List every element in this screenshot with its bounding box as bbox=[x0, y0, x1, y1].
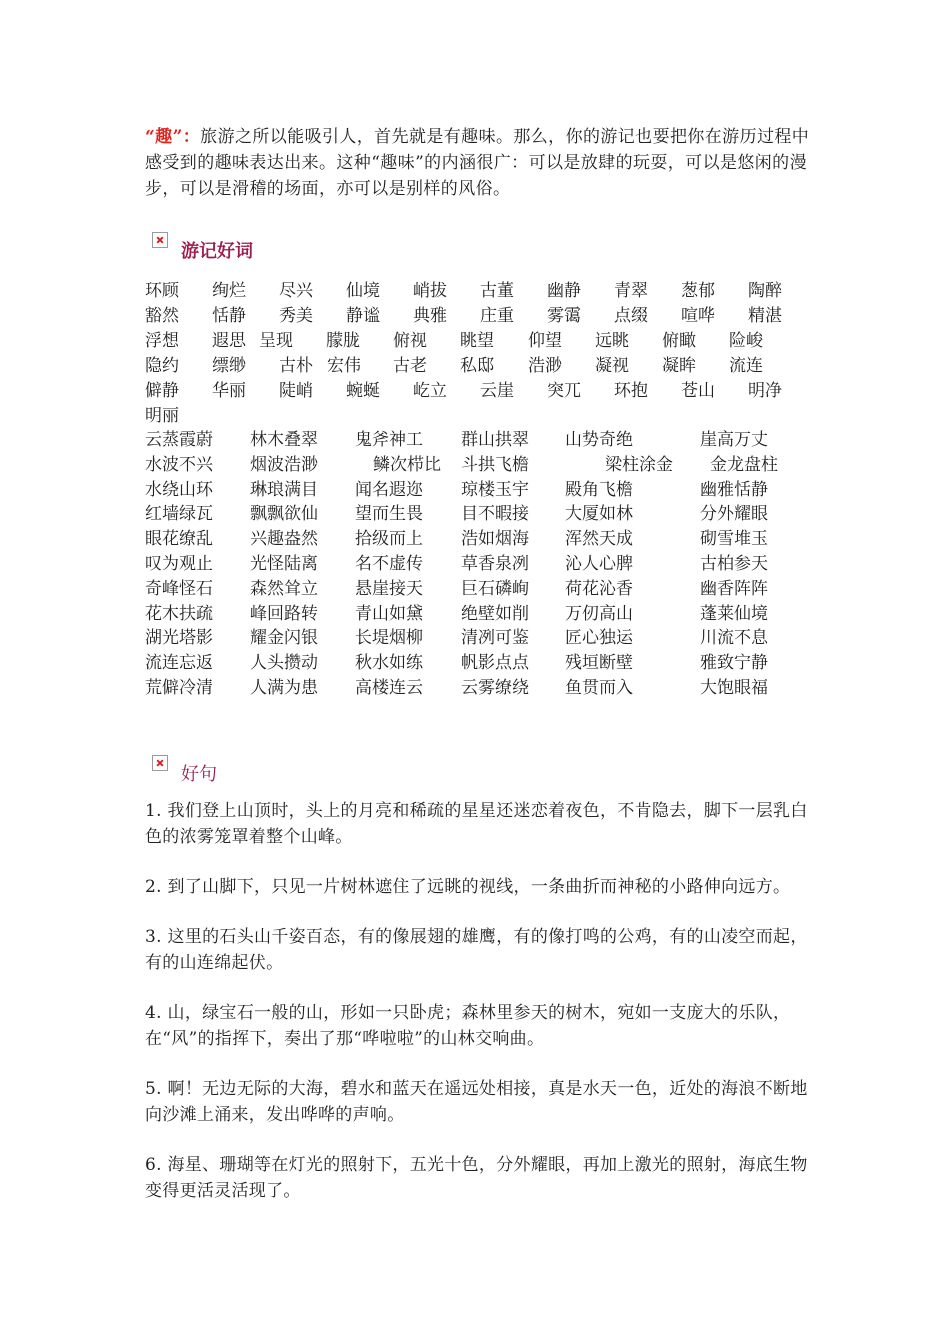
idiom-item: 幽雅恬静 bbox=[700, 479, 768, 500]
broken-image-icon bbox=[152, 232, 168, 248]
idiom-item: 砌雪堆玉 bbox=[700, 529, 768, 550]
idiom-list bbox=[145, 425, 825, 698]
word-item: 明净 bbox=[748, 381, 782, 401]
word-item: 流连 bbox=[729, 356, 763, 376]
idiom-item: 流连忘返 bbox=[145, 653, 213, 674]
word-item: 明丽 bbox=[145, 406, 179, 426]
word-item: 雾霭 bbox=[547, 306, 581, 326]
word-item: 尽兴 bbox=[279, 281, 313, 301]
word-item: 云崖 bbox=[480, 381, 514, 401]
idiom-item: 云雾缭绕 bbox=[461, 677, 529, 698]
word-item: 蜿蜒 bbox=[346, 381, 380, 401]
intro-text: 旅游之所以能吸引人，首先就是有趣味。那么，你的游记也要把你在游历过程中感受到的趣味表达出来。这种“趣味”的内涵很广：可以是放肆的玩耍，可以是悠闲的漫步，可以是滑稽的场面，亦可以是别样的风俗。 bbox=[145, 127, 810, 199]
words-heading-title: 游记好词 bbox=[181, 241, 253, 262]
sentence-item: 6. 海星、珊瑚等在灯光的照射下，五光十色，分外耀眼，再加上激光的照射，海底生物变得更活灵活现了。 bbox=[145, 1155, 808, 1201]
idiom-item: 梁柱涂金 bbox=[605, 454, 673, 475]
idiom-item: 森然耸立 bbox=[250, 578, 318, 599]
idiom-item: 崖高万丈 bbox=[700, 430, 768, 450]
word-item: 浩渺 bbox=[528, 356, 562, 376]
idiom-item: 清冽可鉴 bbox=[461, 628, 529, 649]
word-item: 屹立 bbox=[413, 381, 447, 401]
idiom-item: 林木叠翠 bbox=[250, 430, 318, 450]
idiom-item: 鬼斧神工 bbox=[355, 430, 423, 450]
word-item: 喧哗 bbox=[681, 306, 715, 326]
idiom-item: 鱼贯而入 bbox=[565, 677, 633, 698]
idiom-item: 望而生畏 bbox=[355, 504, 423, 525]
word-item: 古董 bbox=[480, 281, 514, 301]
word-item: 浮想 bbox=[145, 331, 179, 351]
idiom-item: 大饱眼福 bbox=[700, 677, 768, 698]
word-item: 眺望 bbox=[460, 331, 494, 351]
word-item: 俯瞰 bbox=[662, 331, 696, 351]
idiom-item: 拾级而上 bbox=[355, 529, 423, 550]
sentence-list bbox=[145, 798, 810, 1228]
idiom-item: 兴趣盎然 bbox=[250, 529, 318, 550]
idiom-item: 巨石磷峋 bbox=[461, 578, 529, 599]
idiom-item: 沁人心脾 bbox=[565, 553, 633, 574]
broken-image-icon bbox=[152, 755, 168, 771]
word-item: 仙境 bbox=[346, 281, 380, 301]
idiom-row bbox=[145, 623, 825, 648]
idiom-item: 绝壁如削 bbox=[461, 603, 529, 624]
idiom-item: 草香泉冽 bbox=[461, 553, 529, 574]
word-item: 俯视 bbox=[393, 331, 427, 351]
idiom-item: 荷花沁香 bbox=[565, 578, 633, 599]
word-row bbox=[145, 376, 825, 401]
idiom-item: 匠心独运 bbox=[565, 628, 633, 649]
idiom-row bbox=[145, 524, 825, 549]
idiom-item: 湖光塔影 bbox=[145, 628, 213, 649]
idiom-item: 浑然天成 bbox=[565, 529, 633, 550]
idiom-item: 青山如黛 bbox=[355, 603, 423, 624]
idiom-item: 大厦如林 bbox=[565, 504, 633, 525]
idiom-item: 烟波浩渺 bbox=[250, 454, 318, 475]
idiom-item: 斗拱飞檐 bbox=[461, 454, 529, 475]
word-item: 陡峭 bbox=[279, 381, 313, 401]
word-item: 凝视 bbox=[595, 356, 629, 376]
word-item: 葱郁 bbox=[681, 281, 715, 301]
word-item: 幽静 bbox=[547, 281, 581, 301]
sentences-heading-title: 好句 bbox=[181, 764, 217, 785]
word-list bbox=[145, 276, 825, 426]
idiom-item: 飘飘欲仙 bbox=[250, 504, 318, 525]
idiom-item: 殿角飞檐 bbox=[565, 479, 633, 500]
word-item: 古朴 bbox=[279, 356, 313, 376]
idiom-item: 名不虚传 bbox=[355, 553, 423, 574]
idiom-item: 峰回路转 bbox=[250, 603, 318, 624]
word-item: 仰望 bbox=[528, 331, 562, 351]
word-item: 远眺 bbox=[595, 331, 629, 351]
sentence-item: 3. 这里的石头山千姿百态，有的像展翅的雄鹰，有的像打鸣的公鸡，有的山凌空而起，有的山连绵起伏。 bbox=[145, 927, 808, 973]
intro-paragraph bbox=[145, 124, 810, 202]
word-row bbox=[145, 326, 825, 351]
word-item: 缥缈 bbox=[212, 356, 246, 376]
word-item: 豁然 bbox=[145, 306, 179, 326]
idiom-item: 耀金闪银 bbox=[250, 628, 318, 649]
idiom-item: 闻名遐迩 bbox=[355, 479, 423, 500]
idiom-item: 山势奇绝 bbox=[565, 430, 633, 450]
idiom-item: 人头攒动 bbox=[250, 653, 318, 674]
word-item: 遐思 bbox=[212, 331, 246, 351]
word-item: 突兀 bbox=[547, 381, 581, 401]
idiom-item: 叹为观止 bbox=[145, 553, 213, 574]
sentence-item: 4. 山，绿宝石一般的山，形如一只卧虎；森林里参天的树木，宛如一支庞大的乐队，在“风”的指挥下，奏出了那“哗啦啦”的山林交响曲。 bbox=[145, 1003, 791, 1049]
word-item: 隐约 bbox=[145, 356, 179, 376]
word-item: 私邸 bbox=[460, 356, 494, 376]
idiom-item: 分外耀眼 bbox=[700, 504, 768, 525]
idiom-item: 秋水如练 bbox=[355, 653, 423, 674]
word-item: 青翠 bbox=[614, 281, 648, 301]
word-row bbox=[145, 301, 825, 326]
word-row bbox=[145, 351, 825, 376]
idiom-row bbox=[145, 450, 825, 475]
idiom-row bbox=[145, 425, 825, 450]
word-row bbox=[145, 276, 825, 301]
idiom-item: 川流不息 bbox=[700, 628, 768, 649]
idiom-row bbox=[145, 599, 825, 624]
idiom-item: 金龙盘柱 bbox=[710, 454, 778, 475]
idiom-item: 荒僻冷清 bbox=[145, 677, 213, 698]
idiom-item: 帆影点点 bbox=[461, 653, 529, 674]
idiom-item: 长堤烟柳 bbox=[355, 628, 423, 649]
idiom-item: 花木扶疏 bbox=[145, 603, 213, 624]
idiom-item: 水绕山环 bbox=[145, 479, 213, 500]
idiom-item: 奇峰怪石 bbox=[145, 578, 213, 599]
word-item: 绚烂 bbox=[212, 281, 246, 301]
word-item: 呈现 bbox=[259, 331, 293, 351]
sentence-item: 2. 到了山脚下，只见一片树林遮住了远眺的视线，一条曲折而神秘的小路伸向远方。 bbox=[145, 877, 791, 897]
word-item: 宏伟 bbox=[327, 356, 361, 376]
idiom-item: 幽香阵阵 bbox=[700, 578, 768, 599]
idiom-item: 琼楼玉宇 bbox=[461, 479, 529, 500]
idiom-row bbox=[145, 648, 825, 673]
idiom-item: 眼花缭乱 bbox=[145, 529, 213, 550]
word-item: 古老 bbox=[393, 356, 427, 376]
word-item: 点缀 bbox=[614, 306, 648, 326]
sentence-item: 1. 我们登上山顶时，头上的月亮和稀疏的星星还迷恋着夜色，不肯隐去，脚下一层乳白色的浓雾笼罩着整个山峰。 bbox=[145, 801, 808, 847]
idiom-item: 悬崖接天 bbox=[355, 578, 423, 599]
idiom-item: 蓬莱仙境 bbox=[700, 603, 768, 624]
idiom-item: 残垣断壁 bbox=[565, 653, 633, 674]
word-item: 恬静 bbox=[212, 306, 246, 326]
idiom-row bbox=[145, 574, 825, 599]
word-item: 险峻 bbox=[729, 331, 763, 351]
word-item: 朦胧 bbox=[326, 331, 360, 351]
idiom-row bbox=[145, 549, 825, 574]
idiom-item: 光怪陆离 bbox=[250, 553, 318, 574]
word-item: 典雅 bbox=[413, 306, 447, 326]
idiom-item: 目不暇接 bbox=[461, 504, 529, 525]
idiom-row bbox=[145, 673, 825, 698]
word-item: 庄重 bbox=[480, 306, 514, 326]
sentence-item: 5. 啊！无边无际的大海，碧水和蓝天在遥远处相接，真是水天一色，近处的海浪不断地向沙滩上涌来，发出哗哗的声响。 bbox=[145, 1079, 808, 1125]
word-item: 凝眸 bbox=[662, 356, 696, 376]
idiom-item: 水波不兴 bbox=[145, 454, 213, 475]
idiom-item: 云蒸霞蔚 bbox=[145, 430, 213, 450]
word-item: 峭拔 bbox=[413, 281, 447, 301]
idiom-item: 红墙绿瓦 bbox=[145, 504, 213, 525]
idiom-row bbox=[145, 499, 825, 524]
idiom-item: 鳞次栉比 bbox=[373, 454, 441, 475]
idiom-item: 万仞高山 bbox=[565, 603, 633, 624]
word-item: 精湛 bbox=[748, 306, 782, 326]
word-row bbox=[145, 401, 825, 426]
word-item: 静谧 bbox=[346, 306, 380, 326]
word-item: 环抱 bbox=[614, 381, 648, 401]
word-item: 华丽 bbox=[212, 381, 246, 401]
intro-keyword: “趣”： bbox=[145, 127, 201, 147]
word-item: 秀美 bbox=[279, 306, 313, 326]
word-item: 苍山 bbox=[681, 381, 715, 401]
idiom-item: 高楼连云 bbox=[355, 677, 423, 698]
idiom-row bbox=[145, 475, 825, 500]
idiom-item: 琳琅满目 bbox=[250, 479, 318, 500]
idiom-item: 古柏参天 bbox=[700, 553, 768, 574]
idiom-item: 群山拱翠 bbox=[461, 430, 529, 450]
idiom-item: 浩如烟海 bbox=[461, 529, 529, 550]
idiom-item: 人满为患 bbox=[250, 677, 318, 698]
word-item: 环顾 bbox=[145, 281, 179, 301]
idiom-item: 雅致宁静 bbox=[700, 653, 768, 674]
word-item: 陶醉 bbox=[748, 281, 782, 301]
word-item: 僻静 bbox=[145, 381, 179, 401]
